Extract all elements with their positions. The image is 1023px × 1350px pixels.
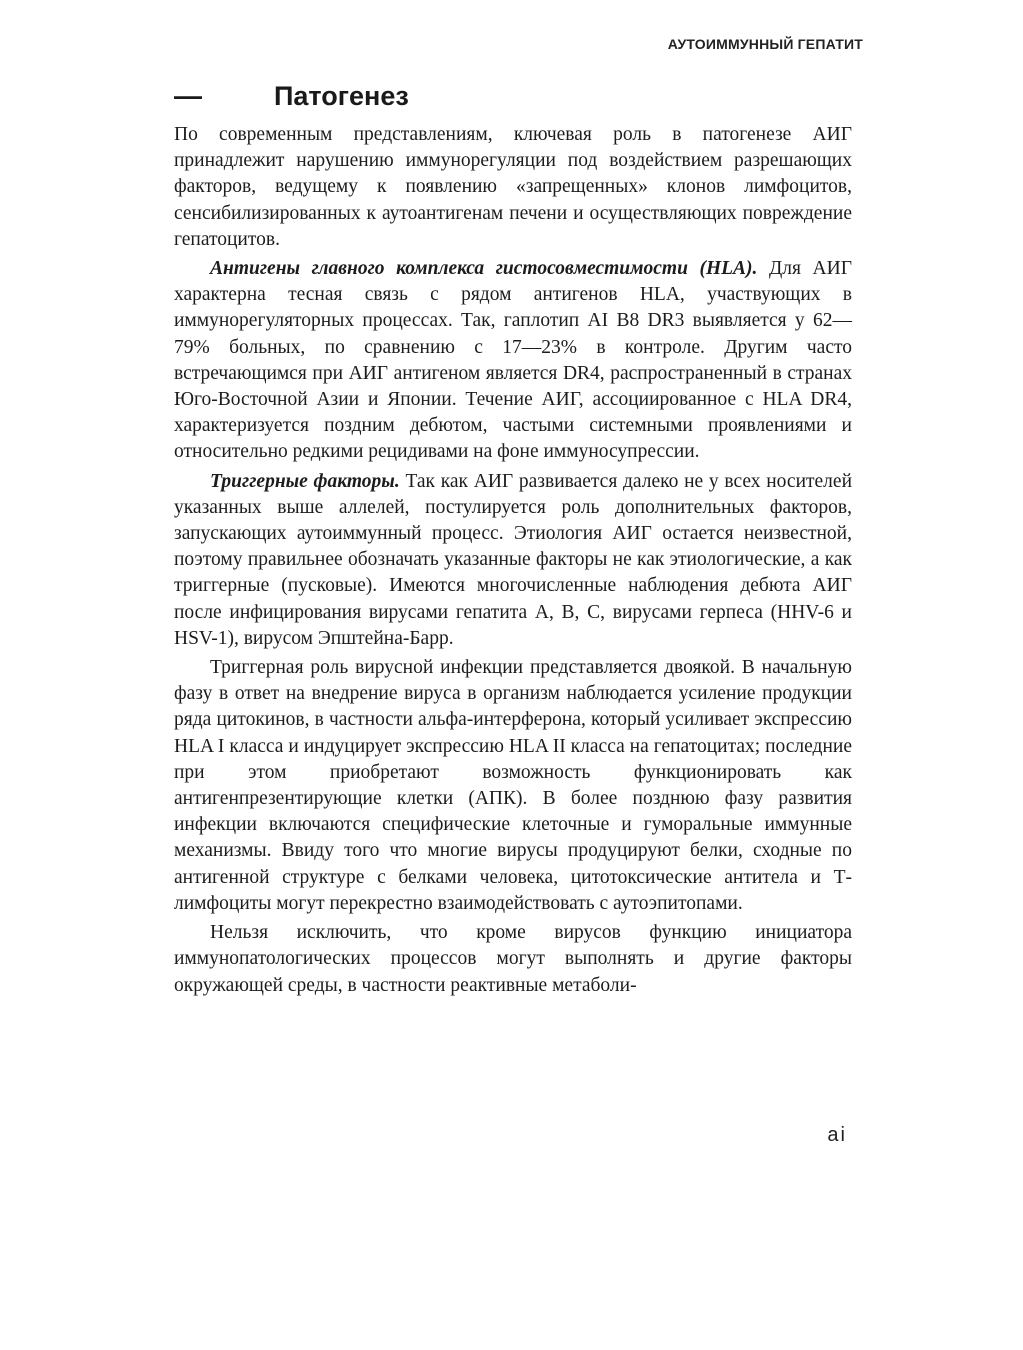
- paragraph-hla: [174, 256, 852, 466]
- paragraph-environment: Нельзя исключить, что кроме вирусов функцию инициатора иммунопатологических процессов могут выполнять и другие факторы окружающей среды, в частности реактивные метаболи-: [174, 922, 852, 996]
- paragraph-hla-body: Для АИГ характерна тесная связь с рядом антигенов HLA, участвующих в иммунорегуляторных процессах. Так, гаплотип AI B8 DR3 выявляется у 62—79% больных, по сравнению с 17—23% в контроле. Другим часто встречающимся при АИГ антигеном является DR4, распространенный в странах Юго-Восточной Азии и Японии. Течение АИГ, ассоциированное с HLA DR4, характеризуется поздним дебютом, частыми системными проявлениями и относительно редкими рецидивами на фоне иммуносупрессии.: [174, 258, 852, 463]
- page-folio: ai: [827, 1124, 847, 1146]
- body-text: [174, 122, 852, 999]
- paragraph-hla-lead: Антигены главного комплекса гистосовместимости (HLA).: [210, 258, 758, 280]
- paragraph-triggers: [174, 469, 852, 652]
- paragraph-triggers-lead: Триггерные факторы.: [210, 470, 400, 492]
- running-header: АУТОИММУННЫЙ ГЕПАТИТ: [667, 36, 863, 52]
- paragraph-viral-role: Триггерная роль вирусной инфекции представляется двоякой. В начальную фазу в ответ на внедрение вируса в организм наблюдается усиление продукции ряда цитокинов, в частности альфа-интерферона, который усиливает экспрессию HLA I класса и индуцирует экспрессию HLA II класса на гепатоцитах; последние при этом приобретают возможность функционировать как антигенпрезентирующие клетки (АПК). В более позднюю фазу развития инфекции включаются специфические клеточные и гуморальные иммунные механизмы. Ввиду того что многие вирусы продуцируют белки, сходные по антигенной структуре с белками человека, цитотоксические антитела и Т-лимфоциты могут перекрестно взаимодействовать с аутоэпитопами.: [174, 657, 852, 914]
- section-dash: —: [174, 80, 202, 111]
- section-title: Патогенез: [274, 81, 409, 111]
- paragraph-triggers-body: Так как АИГ развивается далеко не у всех носителей указанных выше аллелей, постулируется роль дополнительных факторов, запускающих аутоиммунный процесс. Этиология АИГ остается неизвестной, поэтому правильнее обозначать указанные факторы не как этиологические, а как триггерные (пусковые). Имеются многочисленные наблюдения дебюта АИГ после инфицирования вирусами гепатита А, В, С, вирусами герпеса (HHV-6 и HSV-1), вирусом Эпштейна-Барр.: [174, 470, 852, 649]
- paragraph-intro: По современным представлениям, ключевая роль в патогенезе АИГ принадлежит нарушению иммунорегуляции под воздействием разрешающих факторов, ведущему к появлению «запрещенных» клонов лимфоцитов, сенсибилизированных к аутоантигенам печени и осуществляющих повреждение гепатоцитов.: [174, 124, 852, 250]
- section-heading: [174, 80, 409, 112]
